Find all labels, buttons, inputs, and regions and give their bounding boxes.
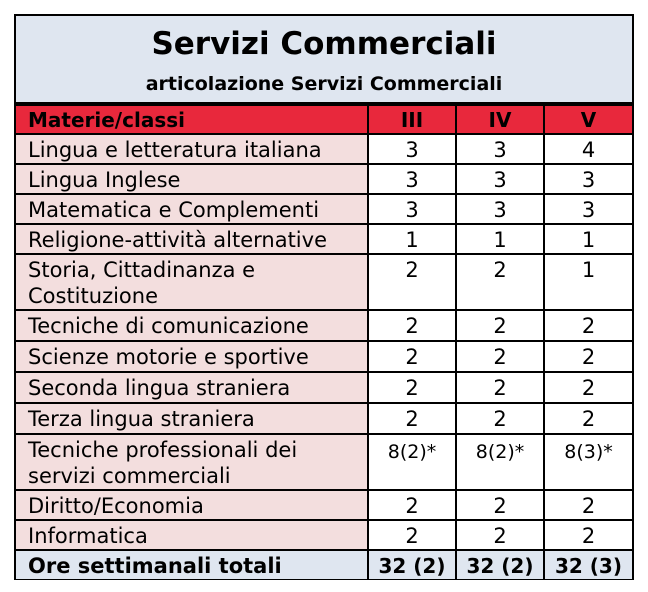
- table-row: [16, 520, 632, 550]
- table-row: [16, 341, 632, 372]
- hours-cell-iv: 1: [456, 224, 544, 254]
- hours-cell-iii: 2: [368, 254, 456, 310]
- hours-cell-v: 4: [544, 134, 632, 164]
- hours-cell-iv: 2: [456, 520, 544, 550]
- hours-cell-iii: 8(2)*: [368, 434, 456, 490]
- hours-cell-iii: 3: [368, 164, 456, 194]
- page-title: Servizi Commerciali: [151, 26, 497, 62]
- hours-cell-iii: 2: [368, 372, 456, 403]
- subject-cell: Terza lingua straniera: [16, 403, 368, 434]
- page-subtitle: articolazione Servizi Commerciali: [145, 73, 503, 95]
- hours-cell-iv: 3: [456, 164, 544, 194]
- hours-cell-iv: 2: [456, 490, 544, 520]
- hours-cell-v: 2: [544, 341, 632, 372]
- hours-cell-iii: 2: [368, 403, 456, 434]
- table-row: [16, 490, 632, 520]
- hours-cell-iii: 2: [368, 520, 456, 550]
- column-header-iii: III: [368, 105, 456, 134]
- hours-cell-v: 2: [544, 310, 632, 341]
- hours-cell-iv: 2: [456, 310, 544, 341]
- hours-cell-iv: 2: [456, 254, 544, 310]
- hours-cell-v: 2: [544, 403, 632, 434]
- hours-cell-v: 3: [544, 164, 632, 194]
- total-row: [16, 550, 632, 579]
- hours-cell-iv: 3: [456, 134, 544, 164]
- column-header-iv: IV: [456, 105, 544, 134]
- hours-cell-iv: 3: [456, 194, 544, 224]
- curriculum-table-frame: [14, 14, 634, 580]
- subject-cell: Storia, Cittadinanza e Costituzione: [16, 254, 368, 310]
- total-cell-v: 32 (3): [544, 550, 632, 579]
- column-header-subject: Materie/classi: [16, 105, 368, 134]
- column-header-row: [16, 105, 632, 134]
- subject-cell: Religione-attività alternative: [16, 224, 368, 254]
- table-row: [16, 254, 632, 310]
- column-header-v: V: [544, 105, 632, 134]
- subject-cell: Lingua e letteratura italiana: [16, 134, 368, 164]
- subject-cell: Informatica: [16, 520, 368, 550]
- subject-cell: Lingua Inglese: [16, 164, 368, 194]
- table-header: [16, 16, 632, 104]
- hours-cell-v: 3: [544, 194, 632, 224]
- hours-cell-v: 2: [544, 520, 632, 550]
- table-row: [16, 310, 632, 341]
- subject-cell: Tecniche di comunicazione: [16, 310, 368, 341]
- hours-cell-iv: 2: [456, 403, 544, 434]
- total-cell-iii: 32 (2): [368, 550, 456, 579]
- subject-cell: Diritto/Economia: [16, 490, 368, 520]
- table-row: [16, 372, 632, 403]
- hours-cell-v: 8(3)*: [544, 434, 632, 490]
- hours-cell-iii: 2: [368, 341, 456, 372]
- hours-cell-v: 2: [544, 490, 632, 520]
- hours-cell-iv: 8(2)*: [456, 434, 544, 490]
- hours-table: [16, 104, 632, 579]
- hours-cell-v: 1: [544, 254, 632, 310]
- subject-cell: Seconda lingua straniera: [16, 372, 368, 403]
- table-row: [16, 434, 632, 490]
- total-label: Ore settimanali totali: [16, 550, 368, 579]
- subject-cell: Scienze motorie e sportive: [16, 341, 368, 372]
- hours-cell-iv: 2: [456, 372, 544, 403]
- hours-cell-iii: 2: [368, 310, 456, 341]
- table-row: [16, 403, 632, 434]
- hours-cell-iii: 1: [368, 224, 456, 254]
- table-row: [16, 194, 632, 224]
- hours-cell-v: 1: [544, 224, 632, 254]
- table-row: [16, 224, 632, 254]
- subject-cell: Matematica e Complementi: [16, 194, 368, 224]
- hours-cell-iii: 2: [368, 490, 456, 520]
- table-row: [16, 164, 632, 194]
- hours-cell-v: 2: [544, 372, 632, 403]
- subject-cell: Tecniche professionali dei servizi commerciali: [16, 434, 368, 490]
- hours-cell-iii: 3: [368, 134, 456, 164]
- hours-cell-iii: 3: [368, 194, 456, 224]
- hours-cell-iv: 2: [456, 341, 544, 372]
- table-row: [16, 134, 632, 164]
- total-cell-iv: 32 (2): [456, 550, 544, 579]
